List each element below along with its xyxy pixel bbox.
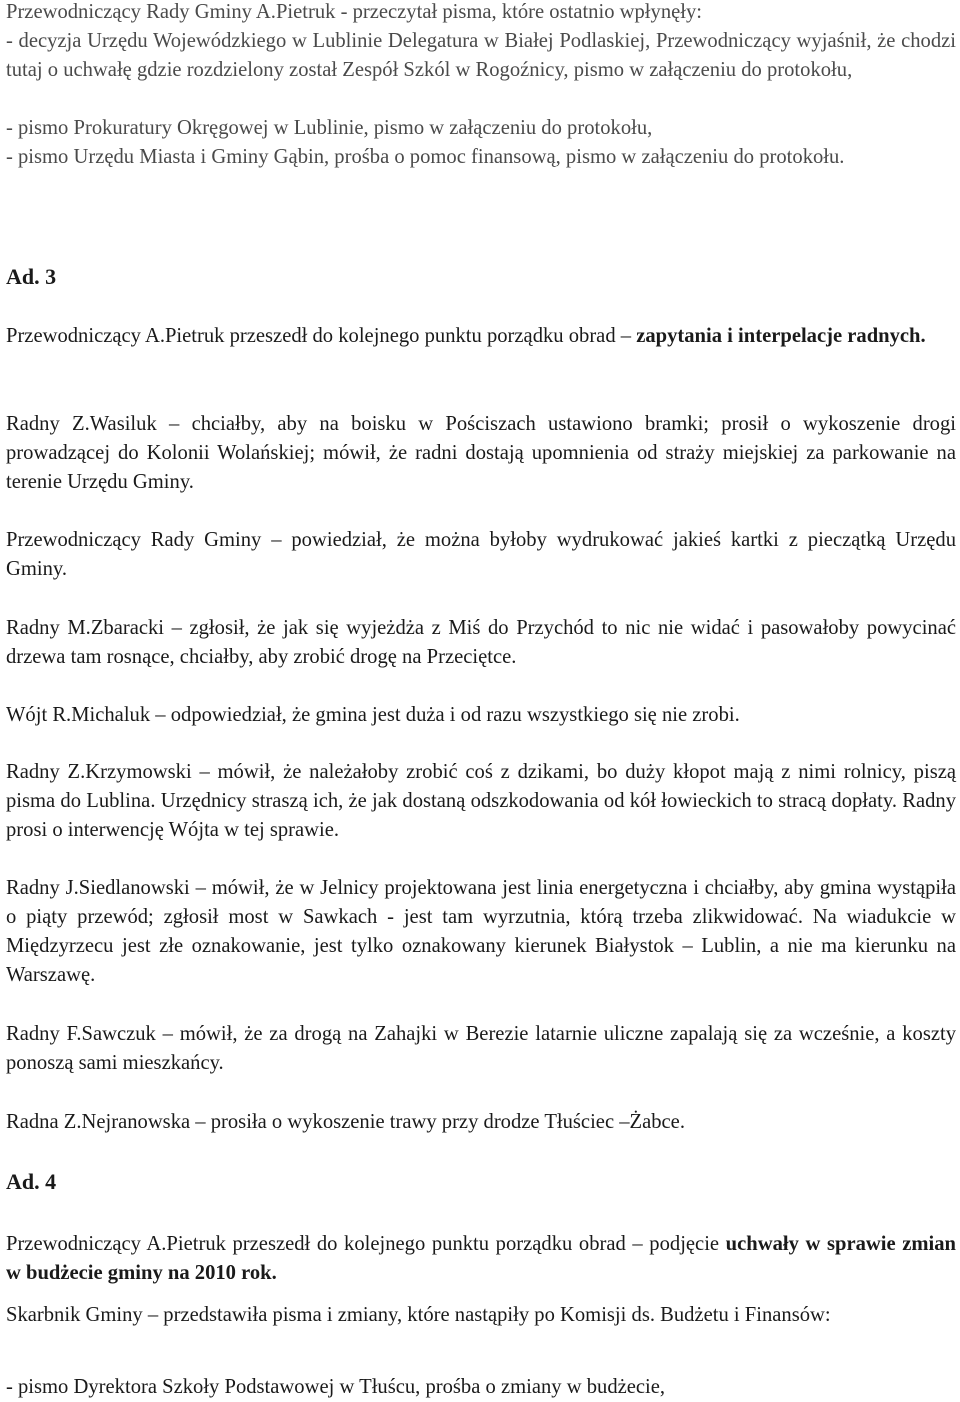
councillor-statement: Radny Z.Wasiluk – chciałby, aby na boisku w Pościszach ustawiono bramki; prosił o wykoszenie drogi prowadzącej do Kolonii Wolańskiej; mówił, że radni dostają upomnienia od straży miejskiej za parkowanie na terenie Urzędu Gminy. bbox=[6, 413, 956, 493]
list-item: - pismo Prokuratury Okręgowej w Lublinie, pismo w załączeniu do protokołu, bbox=[6, 117, 653, 139]
mayor-statement: Wójt R.Michaluk – odpowiedział, że gmina jest duża i od razu wszystkiego się nie zrobi. bbox=[6, 704, 740, 726]
list-item: - pismo Urzędu Miasta i Gminy Gąbin, prośba o pomoc finansową, pismo w załączeniu do protokołu. bbox=[6, 146, 845, 168]
councillor-statement: Radny Z.Krzymowski – mówił, że należałoby zrobić coś z dzikami, bo duży kłopot mają z nimi rolnicy, piszą pisma do Lublina. Urzędnicy straszą ich, że jak dostaną odszkodowania od kół łowieckich to stracą dopłaty. Radny prosi o interwencję Wójta w tej sprawie. bbox=[6, 761, 956, 841]
section-heading-ad4: Ad. 4 bbox=[6, 1169, 57, 1194]
list-item: - decyzja Urzędu Wojewódzkiego w Lublinie Delegatura w Białej Podlaskiej, Przewodniczący wyjaśnił, że chodzi tutaj o uchwałę gdzie rozdzielony został Zespół Szkól w Rogoźnicy, pismo w załączeniu do protokołu, bbox=[6, 30, 956, 81]
section-heading-ad3: Ad. 3 bbox=[6, 264, 57, 289]
chair-paragraph-ad4 bbox=[6, 1230, 956, 1288]
councillor-statement: Radny M.Zbaracki – zgłosił, że jak się wyjeżdża z Miś do Przychód to nic nie widać i pasowałoby powycinać drzewa tam rosnące, chciałby, aby zrobić drogę na Przeciętce. bbox=[6, 617, 956, 668]
chair-statement: Przewodniczący Rady Gminy – powiedział, że można byłoby wydrukować jakieś kartki z pieczątką Urzędu Gminy. bbox=[6, 529, 956, 580]
chair-paragraph-ad3 bbox=[6, 322, 956, 351]
chair-text: Przewodniczący A.Pietruk przeszedł do kolejnego punktu porządku obrad – podjęcie bbox=[6, 1233, 720, 1255]
intro-paragraph: Przewodniczący Rady Gminy A.Pietruk - przeczytał pisma, które ostatnio wpłynęły: bbox=[6, 1, 703, 23]
list-item: - pismo Dyrektora Szkoły Podstawowej w Tłuścu, prośba o zmiany w budżecie, bbox=[6, 1376, 666, 1398]
agenda-topic: uchwały w sprawie zmian w budżecie gminy na 2010 rok. bbox=[6, 1233, 956, 1284]
treasurer-statement: Skarbnik Gminy – przedstawiła pisma i zmiany, które nastąpiły po Komisji ds. Budżetu i Finansów: bbox=[6, 1304, 831, 1326]
councillor-statement: Radny F.Sawczuk – mówił, że za drogą na Zahajki w Berezie latarnie uliczne zapalają się za wcześnie, a koszty ponoszą sami mieszkańcy. bbox=[6, 1023, 956, 1074]
councillor-statement: Radny J.Siedlanowski – mówił, że w Jelnicy projektowana jest linia energetyczna i chciałby, aby gmina wystąpiła o piąty przewód; zgłosił most w Sawkach - jest tam wyrzutnia, którą trzeba zlikwidować. Na wiadukcie w Międzyrzecu jest złe oznakowanie, jest tylko oznakowany kierunek Białystok – Lublin, a nie ma kierunku na Warszawę. bbox=[6, 877, 956, 986]
chair-text: Przewodniczący A.Pietruk przeszedł do kolejnego punktu porządku obrad – bbox=[6, 325, 632, 347]
agenda-topic: zapytania i interpelacje radnych. bbox=[636, 325, 926, 347]
councillor-statement: Radna Z.Nejranowska – prosiła o wykoszenie trawy przy drodze Tłuściec –Żabce. bbox=[6, 1111, 685, 1133]
